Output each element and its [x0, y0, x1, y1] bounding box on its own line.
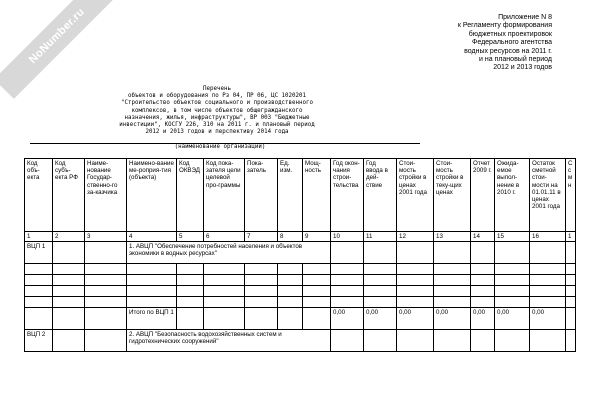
header-cell: Год ввода в дей-ствие — [364, 159, 397, 232]
table-cell — [434, 242, 471, 264]
table-cell — [566, 308, 576, 330]
table-cell — [397, 286, 434, 297]
appendix-line: Приложение N 8 — [498, 14, 552, 21]
header-cell: Код ОКВЭД — [177, 159, 204, 232]
total-value: 0,00 — [471, 308, 495, 330]
table-cell — [471, 242, 495, 264]
table-cell — [530, 242, 566, 264]
table-cell — [85, 286, 127, 297]
total-value: 0,00 — [495, 308, 530, 330]
table-cell — [331, 275, 364, 286]
vcp2-row — [25, 330, 576, 352]
table-cell — [471, 330, 495, 352]
table-cell — [434, 330, 471, 352]
table-cell — [177, 264, 204, 275]
table-cell — [566, 330, 576, 352]
table-cell — [566, 275, 576, 286]
column-number: 5 — [177, 232, 204, 242]
table-cell — [85, 264, 127, 275]
table-cell — [25, 286, 53, 297]
column-number: 1 — [25, 232, 53, 242]
appendix-line: к Регламенту формирования — [457, 22, 552, 30]
vcp2-code: ВЦП 2 — [25, 330, 53, 352]
column-number: 15 — [495, 232, 530, 242]
table-cell — [278, 308, 303, 330]
appendix-line: Федерального агентства — [472, 39, 552, 47]
table-cell — [177, 297, 204, 308]
table-cell — [397, 275, 434, 286]
table-cell — [278, 286, 303, 297]
table-cell — [85, 330, 127, 352]
total-value: 0,00 — [530, 308, 566, 330]
column-number: 10 — [331, 232, 364, 242]
appendix-line: бюджетных проектировок — [468, 30, 552, 38]
total1-label: Итого по ВЦП 1 — [127, 308, 177, 330]
table-cell — [495, 330, 530, 352]
table-cell — [177, 308, 204, 330]
table-cell — [434, 286, 471, 297]
table-cell — [245, 275, 278, 286]
table-cell — [204, 297, 245, 308]
table-cell — [530, 286, 566, 297]
total-value: 0,00 — [434, 308, 471, 330]
column-number: 6 — [204, 232, 245, 242]
header-cell: Пока-затель — [245, 159, 278, 232]
column-number: 12 — [397, 232, 434, 242]
column-number: 11 — [364, 232, 397, 242]
vcp1-title: 1. АВЦП "Обеспечение потребностей населения и объектов экономики в водных ресурсах" — [127, 242, 331, 264]
header-cell: Отчет 2009 г. — [471, 159, 495, 232]
watermark-logo: NoNumber.ru — [0, 0, 120, 99]
table-cell — [397, 242, 434, 264]
table-cell — [434, 264, 471, 275]
header-cell: Код субъ-екта РФ — [53, 159, 85, 232]
table-cell — [245, 297, 278, 308]
table-cell — [53, 330, 85, 352]
table-cell — [127, 264, 177, 275]
header-cell: Код пока-зателя цели целевой про-граммы — [204, 159, 245, 232]
total-value: 0,00 — [331, 308, 364, 330]
table-cell — [471, 286, 495, 297]
table-cell — [85, 275, 127, 286]
header-cell: Год окон-чания строи-тельства — [331, 159, 364, 232]
table-cell — [566, 264, 576, 275]
header-cell: Остаток сметной стои-мости на 01.01.11 в ценах 2001 года — [530, 159, 566, 232]
empty-row — [25, 286, 576, 297]
table-cell — [204, 286, 245, 297]
table-cell — [364, 330, 397, 352]
table-cell — [397, 330, 434, 352]
table-cell — [278, 297, 303, 308]
table-cell — [303, 264, 331, 275]
table-cell — [127, 275, 177, 286]
table-cell — [495, 264, 530, 275]
header-cell: Ед. изм. — [278, 159, 303, 232]
table-cell — [331, 286, 364, 297]
vcp1-row — [25, 242, 576, 264]
total-value: 0,00 — [397, 308, 434, 330]
header-cell: Ожида-емое выпол-нение в 2010 г. — [495, 159, 530, 232]
table-cell — [53, 286, 85, 297]
appendix-line: 2012 и 2013 годов — [493, 64, 552, 72]
column-number: 2 — [53, 232, 85, 242]
header-cell: Наиме-нование Государ-ственно-го за-казчика — [85, 159, 127, 232]
table-cell — [471, 297, 495, 308]
column-number: 4 — [127, 232, 177, 242]
table-cell — [204, 308, 245, 330]
header-cell: С с м н — [566, 159, 576, 232]
table-cell — [245, 264, 278, 275]
table-cell — [303, 308, 331, 330]
table-cell — [204, 275, 245, 286]
column-number: 9 — [303, 232, 331, 242]
table-cell — [278, 275, 303, 286]
table-cell — [204, 264, 245, 275]
appendix-line: водных ресурсов на 2011 г. — [464, 47, 552, 55]
table-cell — [127, 286, 177, 297]
column-number: 3 — [85, 232, 127, 242]
table-cell — [303, 286, 331, 297]
title-line: объектов и оборудования по Рз 04, ПР 06, ЦС 1020201 — [128, 93, 306, 100]
table-cell — [53, 297, 85, 308]
empty-row — [25, 264, 576, 275]
table-cell — [25, 308, 53, 330]
title-line: инвестиции", КОСГУ 226, 310 на 2011 г. и плановый период — [119, 122, 315, 129]
title-line: "Строительство объектов социального и производственного — [121, 100, 313, 107]
header-cell: Стои-мость стройки в теку-щих ценах — [434, 159, 471, 232]
table-cell — [566, 297, 576, 308]
table-cell — [53, 264, 85, 275]
table-cell — [53, 242, 85, 264]
header-cell: Наимено-вание ме-роприя-тия (объекта) — [127, 159, 177, 232]
vcp2-title: 2. АВЦП "Безопасность водохозяйственных систем и гидротехнических сооружений" — [127, 330, 331, 352]
total1-row — [25, 308, 576, 330]
table-cell — [364, 242, 397, 264]
table-cell — [495, 275, 530, 286]
table-cell — [495, 242, 530, 264]
header-cell: Код объ-екта — [25, 159, 53, 232]
table-cell — [331, 297, 364, 308]
table-cell — [177, 286, 204, 297]
table-cell — [566, 242, 576, 264]
header-row — [25, 159, 576, 232]
table-cell — [530, 264, 566, 275]
objects-table — [24, 158, 576, 352]
table-cell — [471, 264, 495, 275]
table-cell — [530, 297, 566, 308]
column-number: 13 — [434, 232, 471, 242]
table-cell — [364, 286, 397, 297]
column-number-row — [25, 232, 576, 242]
column-number: 14 — [471, 232, 495, 242]
table-cell — [434, 275, 471, 286]
appendix-line: и на плановый период — [478, 56, 552, 64]
table-cell — [364, 297, 397, 308]
column-number: 16 — [530, 232, 566, 242]
document-title — [52, 86, 382, 136]
table-cell — [331, 242, 364, 264]
column-number: 7 — [245, 232, 278, 242]
table-cell — [303, 275, 331, 286]
title-line: назначения, жилья, инфраструктуры", ВР 003 "Бюджетные — [124, 114, 310, 121]
title-line: 2012 и 2013 годов и перспективу 2014 года — [145, 129, 289, 136]
table-cell — [331, 330, 364, 352]
table-cell — [495, 297, 530, 308]
empty-row — [25, 297, 576, 308]
table-cell — [397, 264, 434, 275]
table-cell — [397, 297, 434, 308]
table-cell — [53, 308, 85, 330]
title-line: комплексов, в том числе объектов общегражданского — [131, 107, 303, 114]
table-cell — [278, 264, 303, 275]
table-cell — [364, 264, 397, 275]
table-cell — [471, 275, 495, 286]
table-cell — [303, 297, 331, 308]
table-cell — [530, 275, 566, 286]
organization-caption: (наименование организации) — [174, 144, 266, 150]
table-cell — [85, 297, 127, 308]
table-cell — [25, 275, 53, 286]
header-cell: Стои-мость стройки в ценах 2001 года — [397, 159, 434, 232]
table-cell — [53, 275, 85, 286]
table-cell — [566, 286, 576, 297]
empty-row — [25, 275, 576, 286]
table-cell — [25, 297, 53, 308]
table-cell — [25, 264, 53, 275]
table-cell — [177, 275, 204, 286]
appendix-note — [362, 14, 552, 73]
table-cell — [85, 242, 127, 264]
table-cell — [245, 308, 278, 330]
vcp1-code: ВЦП 1 — [25, 242, 53, 264]
table-cell — [127, 297, 177, 308]
column-number: 8 — [278, 232, 303, 242]
table-cell — [245, 286, 278, 297]
table-cell — [434, 297, 471, 308]
table-cell — [331, 264, 364, 275]
total-value: 0,00 — [364, 308, 397, 330]
table-cell — [364, 275, 397, 286]
table-cell — [495, 286, 530, 297]
header-cell: Мощ-ность — [303, 159, 331, 232]
title-line: Перечень — [203, 86, 231, 92]
table-cell — [530, 330, 566, 352]
column-number: 1 — [566, 232, 576, 242]
table-cell — [85, 308, 127, 330]
